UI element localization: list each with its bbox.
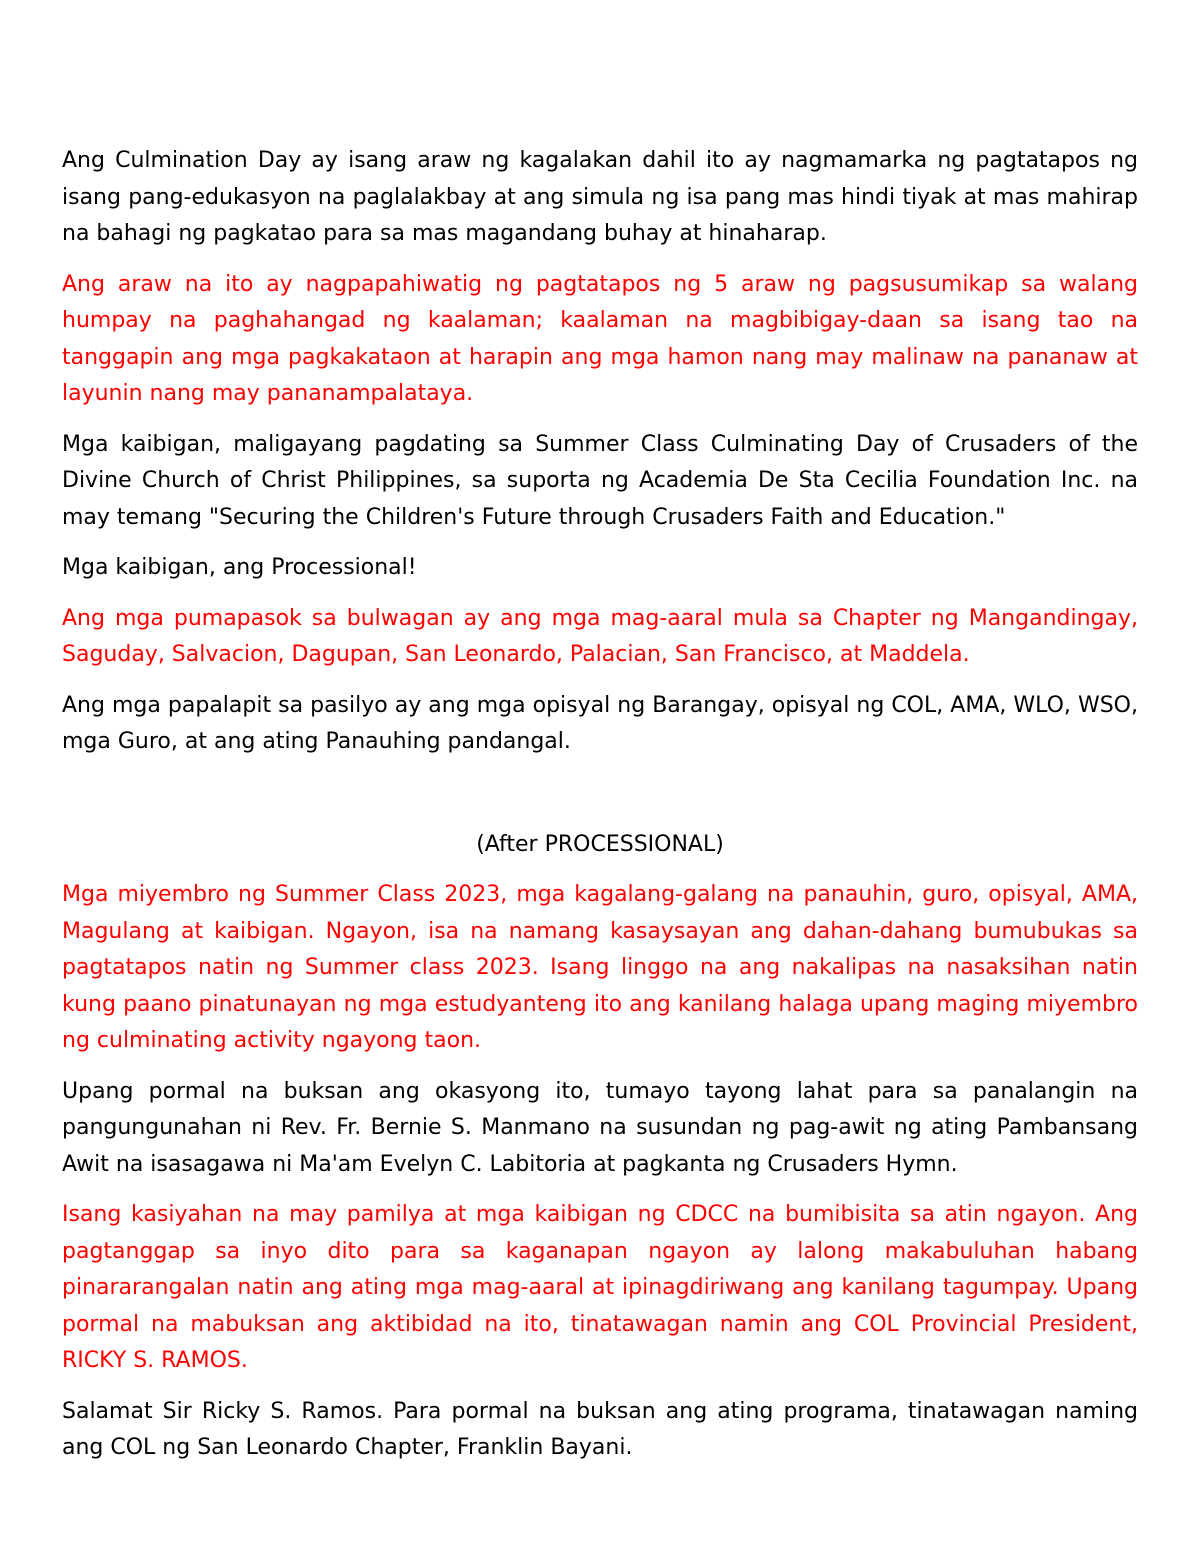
paragraph-thanks-ramos: Salamat Sir Ricky S. Ramos. Para pormal na buksan ang ating programa, tinatawagan naming ang COL ng San Leonardo Chapter, Franklin Bayani. [62,1398,1138,1460]
document-body [62,143,1138,1481]
section-heading-after-processional: (After PROCESSIONAL) [476,831,724,857]
paragraph-family-welcome: Isang kasiyahan na may pamilya at mga kaibigan ng CDCC na bumibisita sa atin ngayon. Ang pagtanggap sa inyo dito para sa kaganapan ngayon ay lalong makabuluhan habang pinararangalan natin ang ating mga mag-aaral at ipinagdiriwang ang kanilang tagumpay. Upang pormal na mabuksan ang aktibidad na ito, tinatawagan namin ang COL Provincial President, RICKY S. RAMOS. [62,1202,1138,1373]
paragraph-welcome: Mga kaibigan, maligayang pagdating sa Summer Class Culminating Day of Crusaders of the Divine Church of Christ Philippines, sa suporta ng Academia De Sta Cecilia Foundation Inc. na may temang "Securing the Children's Future through Crusaders Faith and Education." [62,431,1138,530]
paragraph-summer-class-members: Mga miyembro ng Summer Class 2023, mga kagalang-galang na panauhin, guro, opisyal, AMA, Magulang at kaibigan. Ngayon, isa na namang kasaysayan ang dahan-dahang bumubukas sa pagtatapos natin ng Summer class 2023. Isang linggo na ang nakalipas na nasaksihan natin kung paano pinatunayan ng mga estudyanteng ito ang kanilang halaga upang maging miyembro ng culminating activity ngayong taon. [62,882,1138,1053]
paragraph-five-days: Ang araw na ito ay nagpapahiwatig ng pagtatapos ng 5 araw ng pagsusumikap sa walang humpay na paghahangad ng kaalaman; kaalaman na magbibigay-daan sa isang tao na tanggapin ang mga pagkakataon at harapin ang mga hamon nang may malinaw na pananaw at layunin nang may pananampalataya. [62,271,1138,406]
paragraph-officials-approaching: Ang mga papalapit sa pasilyo ay ang mga opisyal ng Barangay, opisyal ng COL, AMA, WLO, WSO, mga Guro, at ang ating Panauhing pandangal. [62,692,1138,754]
paragraph-culmination-intro: Ang Culmination Day ay isang araw ng kagalakan dahil ito ay nagmamarka ng pagtatapos ng isang pang-edukasyon na paglalakbay at ang simula ng isa pang mas hindi tiyak at mas mahirap na bahagi ng pagkatao para sa mas magandang buhay at hinaharap. [62,148,1138,246]
section-spacer [62,775,1138,827]
paragraph-opening-prayer: Upang pormal na buksan ang okasyong ito, tumayo tayong lahat para sa panalangin na pangungunahan ni Rev. Fr. Bernie S. Manmano na susundan ng pag-awit ng ating Pambansang Awit na isasagawa ni Ma'am Evelyn C. Labitoria at pagkanta ng Crusaders Hymn. [62,1078,1138,1177]
paragraph-processional-call: Mga kaibigan, ang Processional! [62,555,417,580]
paragraph-students-entering: Ang mga pumapasok sa bulwagan ay ang mga mag-aaral mula sa Chapter ng Mangandingay, Saguday, Salvacion, Dagupan, San Leonardo, Palacian, San Francisco, at Maddela. [62,605,1138,667]
